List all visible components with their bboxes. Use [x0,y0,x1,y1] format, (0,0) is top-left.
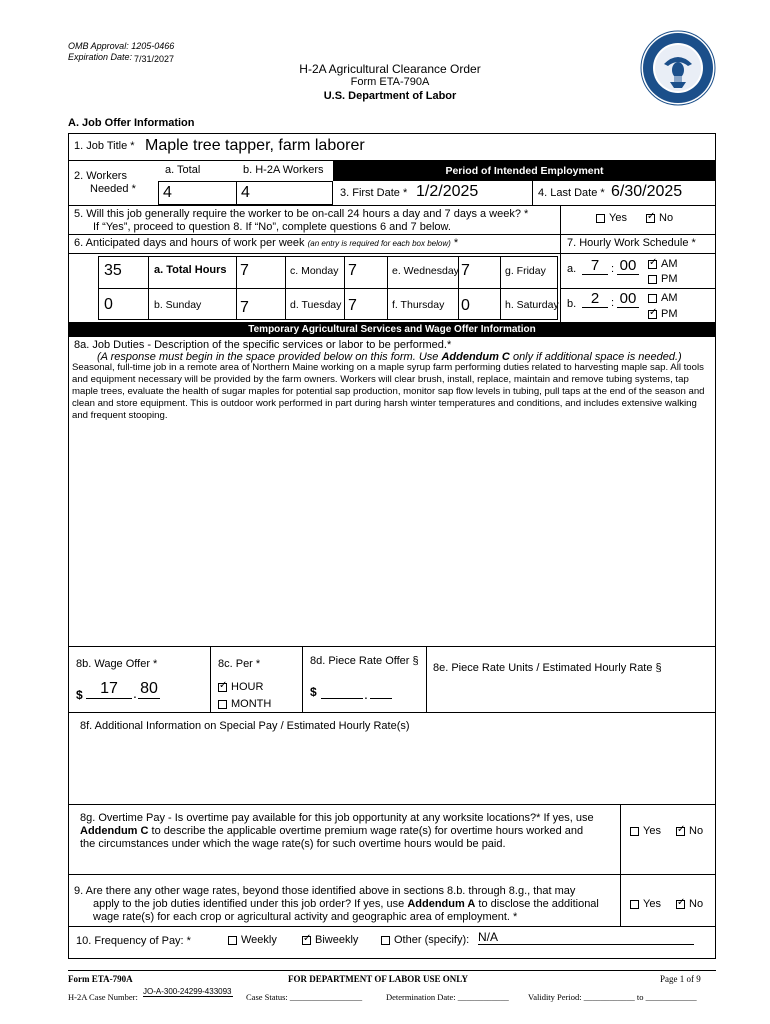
footer-case-status: Case Status: _________________ [246,992,363,1002]
pay-frequency-label: 10. Frequency of Pay: * [76,935,191,947]
on-call-no[interactable]: ✓ No [646,212,673,224]
footer-page: Page 1 of 9 [660,974,701,984]
monday-label: c. Monday [290,265,339,277]
department-name: U.S. Department of Labor [323,90,457,102]
job-duties-text[interactable]: Seasonal, full-time job in a remote area of Northern Maine working on a maple syrup farm performing duties related to harvesting maple sap. All tools and equipment necessary will be provided by the farm owners. Workers will clear brush, install, replace, maintain and remove tubing systems, tap maple trees, evaluate the health of sugar maples for potential sap production, monitor sap flow levels in tubing, pull taps at the end of the season and clean and store equipment. This is outdoor work performed in part during harsh winter temperatures and conditions, and includes extensive walking and frequent stooping. [72,362,705,421]
checkbox-icon [228,936,237,945]
workers-needed-label: 2. Workers [74,170,127,182]
schedule-b-minute[interactable]: 00 [617,290,639,308]
temp-ag-heading: Temporary Agricultural Services and Wage Offer Information [68,322,716,337]
omb-approval: OMB Approval: 1205-0466 [68,41,175,51]
workers-h2a-label: b. H-2A Workers [243,164,324,176]
overtime-line1: 8g. Overtime Pay - Is overtime pay available for this job opportunity at any worksite locations?* If yes, use [80,812,594,824]
pay-weekly[interactable]: Weekly [228,934,277,946]
per-label: 8c. Per * [218,658,261,670]
workers-needed-label-2: Needed * [90,183,136,195]
job-title-label: 1. Job Title * [74,140,135,152]
sunday-input[interactable]: 7 [240,299,249,316]
first-date-input[interactable]: 1/2/2025 [416,183,479,200]
checked-box-icon [676,827,685,836]
wage-offer-label: 8b. Wage Offer * [76,658,158,670]
first-date-label: 3. First Date * [340,187,408,199]
footer-case-number-label: H-2A Case Number: [68,992,138,1002]
checkbox-icon [648,294,657,303]
overtime-line3: the circumstances under which the wage rate(s) for such overtime hours would be paid. [80,838,506,850]
checked-box-icon [218,683,227,692]
job-duties-note: (A response must begin in the space provided below on this form. Use Addendum C only if additional space is needed.) [97,351,682,363]
other-wage-no[interactable]: ✓ No [676,898,703,910]
job-duties-label: 8a. Job Duties - Description of the specific services or labor to be performed.* [74,339,452,351]
checked-box-icon [676,900,685,909]
pay-biweekly[interactable]: ✓ Biweekly [302,934,358,946]
overtime-line2: Addendum C to describe the applicable overtime premium wage rate(s) for overtime hours worked and [80,825,584,837]
piece-rate-dollars-input[interactable] [321,685,363,699]
pay-other-input[interactable]: N/A [478,930,694,945]
sunday-left-input[interactable]: 0 [104,296,113,313]
other-wage-line3: wage rate(s) for each crop or agricultural activity and geographic area of employment. * [93,911,518,923]
wage-cents-input[interactable]: 80 [138,680,160,699]
schedule-a-hour[interactable]: 7 [582,257,608,275]
piece-rate-label: 8d. Piece Rate Offer § [310,655,419,667]
footer-determination: Determination Date: ____________ [386,992,509,1002]
form-number: Form ETA-790A [350,76,430,88]
schedule-a-pm[interactable]: PM [648,273,678,285]
sunday-label: b. Sunday [154,299,202,311]
footer-case-number[interactable]: JO-A-300-24299-433093 [143,987,232,996]
period-of-employment-heading: Period of Intended Employment [333,161,716,181]
additional-info-label: 8f. Additional Information on Special Pay / Estimated Hourly Rate(s) [80,720,410,732]
footer-dol-use: FOR DEPARTMENT OF LABOR USE ONLY [288,974,468,984]
section-a-heading: A. Job Offer Information [68,117,195,129]
days-hours-label: 6. Anticipated days and hours of work per week (an entry is required for each box below) * [74,237,459,249]
per-hour-option[interactable]: ✓HOUR [218,681,263,693]
pay-other[interactable]: Other (specify): [381,934,469,946]
piece-rate-units-label: 8e. Piece Rate Units / Estimated Hourly Rate § [433,662,662,674]
footer-form: Form ETA-790A [68,974,133,984]
other-wage-line1: 9. Are there any other wage rates, beyond those identified above in sections 8.b. through 8.g., that may [74,885,576,897]
schedule-b-am[interactable]: AM [648,292,678,304]
monday-input[interactable]: 7 [348,262,357,279]
checkbox-icon [648,275,657,284]
checked-box-icon [648,310,657,319]
hourly-schedule-label: 7. Hourly Work Schedule * [567,237,696,249]
checked-box-icon [646,214,655,223]
wednesday-input[interactable]: 7 [461,262,470,279]
schedule-b-hour[interactable]: 2 [582,290,608,308]
friday-label: g. Friday [505,265,546,277]
workers-h2a-input[interactable]: 4 [241,184,250,201]
wednesday-label: e. Wednesday [392,265,459,277]
checkbox-icon [630,900,639,909]
last-date-label: 4. Last Date * [538,187,605,199]
checkbox-icon [596,214,605,223]
expiration-date: 7/31/2027 [134,54,175,64]
schedule-b-label: b. [567,298,577,310]
other-wage-line2: apply to the job duties identified under this job order? If yes, use Addendum A to disclose the additional [93,898,599,910]
schedule-b-pm[interactable]: ✓PM [648,308,678,320]
other-wage-yes[interactable]: Yes [630,898,661,910]
last-date-input[interactable]: 6/30/2025 [611,183,683,200]
job-title-input[interactable]: Maple tree tapper, farm laborer [145,137,365,154]
monday-hours-total-col[interactable]: 7 [240,262,249,279]
workers-total-label: a. Total [165,164,201,176]
thursday-input[interactable]: 0 [461,297,470,314]
form-title: H-2A Agricultural Clearance Order [299,62,481,76]
overtime-no[interactable]: ✓ No [676,825,703,837]
per-month-option[interactable]: MONTH [218,698,271,710]
on-call-instruction: If “Yes”, proceed to question 8. If “No”, complete questions 6 and 7 below. [93,221,451,233]
schedule-a-am[interactable]: ✓ AM [648,258,678,270]
schedule-a-label: a. [567,263,577,275]
total-hours-input[interactable]: 35 [104,262,122,279]
expiration-label: Expiration Date: [68,52,133,62]
on-call-question: 5. Will this job generally require the worker to be on-call 24 hours a day and 7 days a week? * [74,208,529,220]
thursday-label: f. Thursday [392,299,445,311]
checked-box-icon [648,260,657,269]
wage-dollars-input[interactable]: 17 [86,680,132,699]
checkbox-icon [381,936,390,945]
dol-seal-icon [640,30,716,106]
workers-total-input[interactable]: 4 [163,184,172,201]
tuesday-label: d. Tuesday [290,299,342,311]
schedule-a-minute[interactable]: 00 [617,257,639,275]
checkbox-icon [218,700,227,709]
overtime-yes[interactable]: Yes [630,825,661,837]
tuesday-input[interactable]: 7 [348,297,357,314]
checked-box-icon [302,936,311,945]
on-call-yes[interactable]: Yes [596,212,627,224]
saturday-label: h. Saturday [505,299,559,311]
piece-rate-cents-input[interactable] [370,685,392,699]
footer-validity: Validity Period: ____________ to ____________ [528,992,697,1002]
checkbox-icon [630,827,639,836]
total-hours-label: a. Total Hours [154,264,227,276]
